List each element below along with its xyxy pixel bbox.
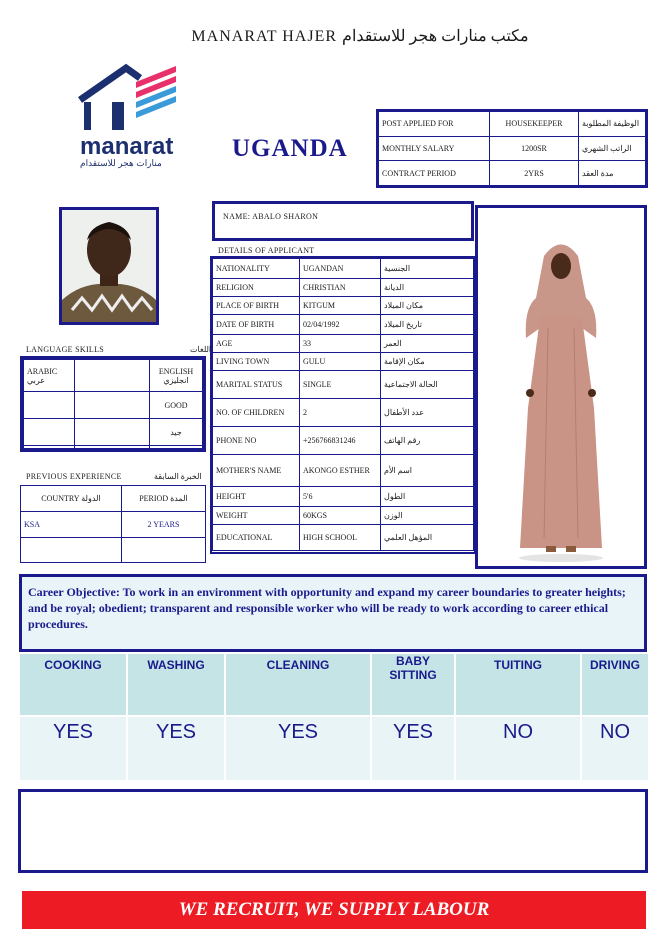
details-value: 33 [300, 335, 381, 353]
job-label-ar: الوظيفة المطلوبة [579, 112, 646, 137]
details-row [213, 371, 474, 399]
career-objective-box [19, 574, 647, 652]
details-label-ar: الوزن [381, 507, 474, 525]
experience-country: KSA [21, 512, 122, 538]
footer-banner-text: WE RECRUIT, WE SUPPLY LABOUR [178, 899, 490, 920]
details-label: MOTHER'S NAME [213, 455, 300, 487]
arabic-level [75, 360, 150, 392]
job-label: MONTHLY SALARY [379, 136, 490, 161]
language-row [24, 446, 203, 449]
details-label: MARITAL STATUS [213, 371, 300, 399]
details-label: DATE OF BIRTH [213, 315, 300, 335]
details-label-ar: العمر [381, 335, 474, 353]
details-row [213, 353, 474, 371]
skill-value: NO [455, 716, 581, 780]
experience-row [21, 538, 206, 563]
skill-value: YES [371, 716, 455, 780]
applicant-name-box [212, 201, 474, 241]
english-label-ar: انجليزي [163, 375, 189, 385]
details-label-ar: مكان الإقامة [381, 353, 474, 371]
full-body-photo-icon [478, 208, 644, 566]
career-objective-text: Career Objective: To work in an environment with opportunity and expand my career boundaries to greater heights; and be royal; obedient; transparent and responsible worker who will be ready to work according to career ethical procedures. [28, 585, 626, 631]
details-label: LIVING TOWN [213, 353, 300, 371]
details-row [213, 315, 474, 335]
details-label-ar: اسم الأم [381, 455, 474, 487]
details-label: WEIGHT [213, 507, 300, 525]
experience-heading-ar: الخبرة السابقة [154, 472, 202, 481]
arabic-label: ARABIC [27, 366, 58, 376]
country-header-label-ar: الدولة [81, 494, 101, 503]
details-box [210, 256, 476, 554]
full-body-photo [475, 205, 647, 569]
language-cell [24, 446, 75, 449]
logo-brand: manarat [80, 133, 174, 160]
skill-name: TUITING [455, 654, 581, 716]
skill-name: COOKING [20, 654, 127, 716]
footer-banner [22, 891, 646, 929]
details-row [213, 259, 474, 279]
details-label: NO. OF CHILDREN [213, 399, 300, 427]
language-cell [150, 446, 203, 449]
details-value: 02/04/1992 [300, 315, 381, 335]
country-column-header [21, 486, 122, 512]
job-row [379, 136, 646, 161]
language-cell [75, 446, 150, 449]
house-logo-icon [76, 62, 184, 132]
details-value: CHRISTIAN [300, 279, 381, 297]
details-row [213, 279, 474, 297]
skill-name: BABY SITTING [371, 654, 455, 716]
details-value: AKONGO ESTHER [300, 455, 381, 487]
details-row [213, 507, 474, 525]
details-heading: DETAILS OF APPLICANT [218, 246, 315, 255]
details-value: +256766831246 [300, 427, 381, 455]
job-value: 2YRS [490, 161, 579, 186]
language-row [24, 392, 203, 419]
details-label: RELIGION [213, 279, 300, 297]
skill-name: CLEANING [225, 654, 371, 716]
details-label: AGE [213, 335, 300, 353]
job-table [378, 111, 646, 186]
language-heading: LANGUAGE SKILLS [26, 345, 105, 354]
details-label-ar: الديانة [381, 279, 474, 297]
job-label-ar: مدة العقد [579, 161, 646, 186]
skill-name: DRIVING [581, 654, 648, 716]
skill-value: NO [581, 716, 648, 780]
portrait-photo-icon [62, 210, 156, 322]
arabic-cell [24, 360, 75, 392]
details-label: EDUCATIONAL [213, 525, 300, 551]
details-label-ar: تاريخ الميلاد [381, 315, 474, 335]
details-row [213, 427, 474, 455]
language-row [24, 360, 203, 392]
experience-cell [21, 538, 122, 563]
skills-header-row [20, 654, 648, 716]
language-table [23, 359, 203, 449]
english-cell [150, 360, 203, 392]
language-cell [24, 419, 75, 446]
job-value: HOUSEKEEPER [490, 112, 579, 137]
details-label-ar: مكان الميلاد [381, 297, 474, 315]
details-value: KITGUM [300, 297, 381, 315]
company-logo [76, 62, 184, 168]
job-row [379, 161, 646, 186]
language-cell [75, 419, 150, 446]
language-box [20, 356, 206, 452]
details-value: SINGLE [300, 371, 381, 399]
details-label-ar: الحالة الاجتماعية [381, 371, 474, 399]
experience-table [20, 485, 206, 563]
job-info-box [376, 109, 648, 188]
period-column-header [122, 486, 206, 512]
english-label: ENGLISH [158, 366, 194, 376]
experience-heading: PREVIOUS EXPERIENCE [26, 472, 122, 481]
job-row [379, 112, 646, 137]
details-table [212, 258, 474, 551]
skills-grid [20, 654, 648, 780]
skill-value: YES [225, 716, 371, 780]
details-value: GULU [300, 353, 381, 371]
period-header-label-ar: المدة [170, 494, 188, 503]
experience-cell [122, 538, 206, 563]
job-label: POST APPLIED FOR [379, 112, 490, 137]
details-label-ar: الطول [381, 487, 474, 507]
details-label-ar: عدد الأطفال [381, 399, 474, 427]
skills-table [20, 654, 648, 780]
job-label-ar: الراتب الشهري [579, 136, 646, 161]
language-row [24, 419, 203, 446]
skills-value-row [20, 716, 648, 780]
details-label-ar: الجنسية [381, 259, 474, 279]
details-row [213, 297, 474, 315]
details-value: 60KGS [300, 507, 381, 525]
details-label: NATIONALITY [213, 259, 300, 279]
language-heading-ar: اللغات [190, 345, 212, 354]
applicant-photo [59, 207, 159, 325]
english-level-ar: جيد [150, 419, 203, 446]
experience-box [20, 485, 206, 563]
details-value: 5'6 [300, 487, 381, 507]
period-header-label: PERIOD [139, 494, 169, 503]
arabic-label-ar: عربي [27, 375, 46, 385]
language-cell [75, 392, 150, 419]
details-row [213, 335, 474, 353]
experience-row [21, 512, 206, 538]
country-title: UGANDA [232, 135, 348, 162]
notes-box [18, 789, 648, 873]
details-label-ar: المؤهل العلمي [381, 525, 474, 551]
details-value: UGANDAN [300, 259, 381, 279]
details-value: 2 [300, 399, 381, 427]
english-level: GOOD [150, 392, 203, 419]
details-label: PLACE OF BIRTH [213, 297, 300, 315]
skill-value: YES [20, 716, 127, 780]
page-title: MANARAT HAJER مكتب منارات هجر للاستقدام [191, 28, 529, 45]
details-row [213, 525, 474, 551]
details-label-ar: رقم الهاتف [381, 427, 474, 455]
skill-value: YES [127, 716, 225, 780]
applicant-name: NAME: ABALO SHARON [223, 212, 319, 221]
details-row [213, 399, 474, 427]
language-cell [24, 392, 75, 419]
details-row [213, 455, 474, 487]
experience-header-row [21, 486, 206, 512]
logo-tagline: منارات هجر للاستقدام [80, 158, 162, 168]
skill-name: WASHING [127, 654, 225, 716]
details-value: HIGH SCHOOL [300, 525, 381, 551]
experience-period: 2 YEARS [122, 512, 206, 538]
job-label: CONTRACT PERIOD [379, 161, 490, 186]
details-label: PHONE NO [213, 427, 300, 455]
details-label: HEIGHT [213, 487, 300, 507]
country-header-label: COUNTRY [41, 494, 80, 503]
job-value: 1200SR [490, 136, 579, 161]
details-row [213, 487, 474, 507]
